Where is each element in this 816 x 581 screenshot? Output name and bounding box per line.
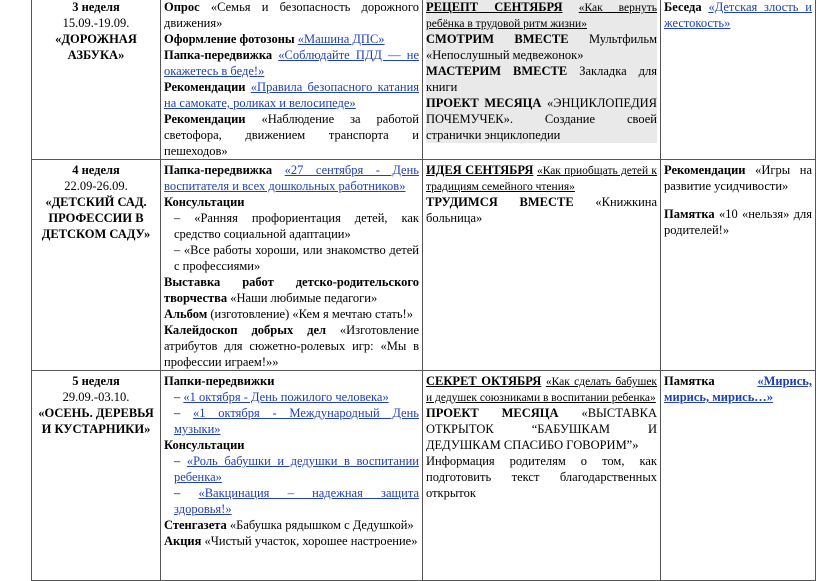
consultation-item: – «Роль бабушки и дедушки в воспитании ребенка» [174,454,419,484]
consultations-label: Консультации [164,195,245,209]
craft-text: Закладка для книги [426,64,657,94]
folder-link[interactable]: «1 октября - День пожилого человека» [183,390,389,404]
memo-label: Памятка [664,207,715,221]
week-cell [32,0,161,160]
newspaper-label: Стенгазета [164,518,227,532]
individual-work-cell [661,160,816,371]
individual-work-cell [661,371,816,581]
kaleidoscope-text: «Изготовление атрибутов для сюжетно-ролевых игр: «Мы в профессии играем!»» [164,323,419,369]
parents-activities-cell [161,160,423,371]
parents-activities-cell [161,0,423,160]
info-text: Информация родителям о том, как подготовить текст благодарственных открыток [426,454,657,500]
family-joint-cell [423,160,661,371]
memo-label: Памятка [664,374,715,388]
family-joint-cell [423,371,661,581]
exhibition-label: Выставка работ детско-родительского творчества [164,275,419,305]
recipe-text: «Как вернуть ребёнка в трудовой ритм жизни» [426,2,657,30]
watch-block [426,31,657,63]
watch-text: Мультфильм «Непослушный медвежонок» [426,32,658,62]
table-row-week-3 [32,0,816,160]
idea-text: «Как приобщать детей к традициям семейного чтения» [426,165,658,193]
recommendation-label: Рекомендации [664,163,746,177]
consultation-text: «Все работы хороши, или знакомство детей с профессиями» [174,243,419,273]
consultation-link[interactable]: «Роль бабушки и дедушки в воспитании ребенка» [174,454,419,484]
newspaper-text: «Бабушка рядышком с Дедушкой» [229,518,414,532]
family-joint-cell [423,0,661,160]
memo-link[interactable]: «Мирись, мирись, мирись…» [664,374,812,404]
idea-label: ИДЕЯ СЕНТЯБРЯ [426,163,534,177]
folder-link[interactable]: «1 октября - Международный День музыки» [174,406,420,436]
craft-label: МАСТЕРИМ ВМЕСТЕ [426,64,568,78]
folder-link[interactable]: «Соблюдайте ПДД — не окажетесь в беде!» [164,48,419,78]
work-together-text: «Книжкина больница» [426,195,657,225]
recommendation-label: Рекомендации [164,80,246,94]
consultation-link[interactable]: «Вакцинация – надежная защита здоровья!» [174,486,419,516]
week-number: 4 неделя [72,163,120,177]
project-label: ПРОЕКТ МЕСЯЦА [426,96,542,110]
recommendation-text: «Наблюдение за работой светофора, движением транспорта и пешеходов» [164,112,419,158]
consultation-item: – «Все работы хороши, или знакомство детей с профессиями» [174,243,419,273]
recipe-label: РЕЦЕПТ СЕНТЯБРЯ [426,0,563,14]
survey-label: Опрос [164,0,200,14]
folder-label: Папка-передвижка [164,48,273,62]
survey-text: «Семья и безопасность дорожного движения» [164,0,420,30]
consultations-label: Консультации [164,438,245,452]
project-text: «ЭНЦИКЛОПЕДИЯ ПОЧЕМУЧЕК». Создание своей странички энциклопедии [426,96,658,142]
exhibition-text: «Наши любимые педагоги» [230,291,378,305]
week-cell [32,371,161,581]
folder-label: Папка-передвижка [164,163,273,177]
table-row-week-5 [32,371,816,581]
album-label: Альбом [164,307,208,321]
parents-activities-cell [161,371,423,581]
consultation-item: – «Вакцинация – надежная защита здоровья!» [174,486,419,516]
week-theme: «ОСЕНЬ. ДЕРЕВЬЯ И КУСТАРНИКИ» [38,406,154,436]
craft-block [426,63,657,95]
action-label: Акция [164,534,202,548]
talk-link[interactable]: «Детская злость и жестокость» [664,0,813,30]
memo-text: «10 «нельзя» для родителей!» [664,207,812,237]
project-text: «ВЫСТАВКА ОТКРЫТОК “БАБУШКАМ И ДЕДУШКАМ СПАСИБО ГОВОРИМ”» [426,406,658,452]
folders-label: Папки-передвижки [164,374,275,388]
kaleidoscope-label: Калейдоскоп добрых дел [164,323,327,337]
consultation-text: «Ранняя профориентация детей, как средство социальной адаптации» [174,211,419,241]
action-text: «Чистый участок, хорошее настроение» [204,534,418,548]
album-text: (изготовление) «Кем я мечтаю стать!» [210,307,413,321]
week-theme: «ДОРОЖНАЯ АЗБУКА» [55,32,137,62]
week-theme: «ДЕТСКИЙ САД. ПРОФЕССИИ В ДЕТСКОМ САДУ» [41,195,151,241]
parent-work-plan-table [31,0,816,581]
week-dates: 22.09-26.09. [64,179,128,193]
recommendation-text: «Игры на развитие усидчивости» [664,163,812,193]
individual-work-cell [661,0,816,160]
secret-text: «Как сделать бабушек и дедушек союзниками в воспитании ребенка» [426,376,658,404]
week-number: 3 неделя [72,0,120,14]
consultation-item: – «Ранняя профориентация детей, как средство социальной адаптации» [174,211,419,241]
week-dates: 29.09.-03.10. [62,390,130,404]
secret-label: СЕКРЕТ ОКТЯБРЯ [426,374,542,388]
recommendation-label: Рекомендации [164,112,246,126]
photo-zone-label: Оформление фотозоны [164,32,295,46]
week-cell [32,160,161,371]
photo-zone-link[interactable]: «Машина ДПС» [297,32,385,46]
talk-label: Беседа [664,0,702,14]
week-dates: 15.09.-19.09. [62,16,130,30]
week-number: 5 неделя [72,374,120,388]
work-together-label: ТРУДИМСЯ ВМЕСТЕ [426,195,574,209]
recommendation-link[interactable]: «Правила безопасного катания на самокате, роликах и велосипеде» [164,80,420,110]
folder-link[interactable]: «27 сентября - День воспитателя и всех дошкольных работников» [164,163,419,193]
folder-item: – «1 октября - Международный День музыки» [174,406,420,436]
project-label: ПРОЕКТ МЕСЯЦА [426,406,559,420]
table-row-week-4 [32,160,816,371]
folder-item: – «1 октября - День пожилого человека» [174,390,389,404]
recipe-block [426,0,657,31]
project-block [426,95,657,143]
watch-label: СМОТРИМ ВМЕСТЕ [426,32,569,46]
